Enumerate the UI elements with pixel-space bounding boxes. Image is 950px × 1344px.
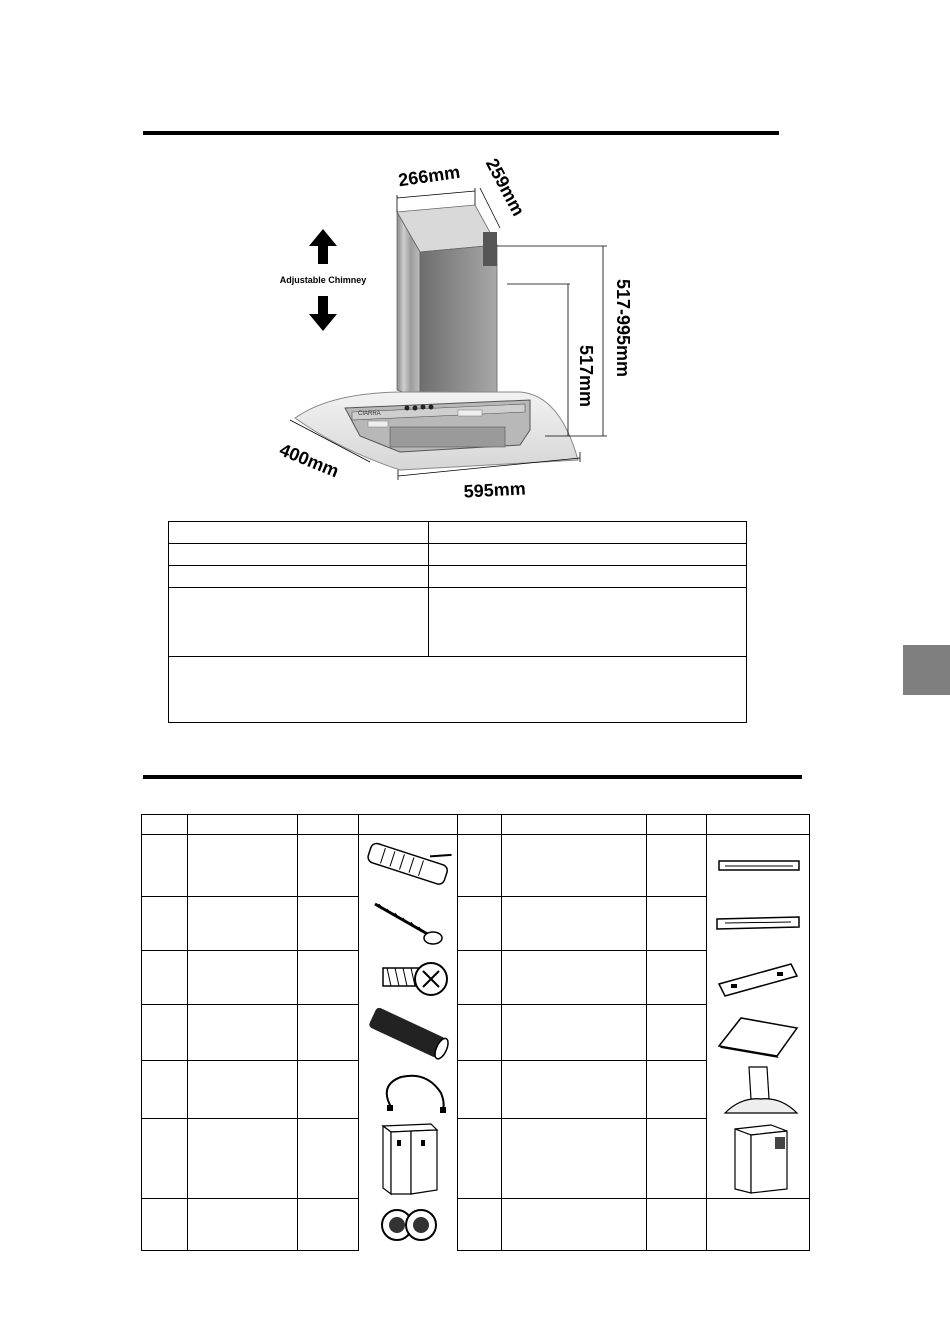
part-image	[359, 835, 458, 897]
bolt-icon	[361, 952, 456, 1004]
depth-base-label: 400mm	[276, 439, 342, 482]
header-cell	[707, 815, 810, 835]
header-cell	[458, 815, 502, 835]
parts-row	[142, 1061, 810, 1119]
parts-row	[142, 1199, 810, 1251]
parts-row	[142, 1119, 810, 1199]
carbon-filter-icon	[361, 1202, 456, 1248]
part-number	[142, 1005, 188, 1061]
part-qty	[647, 1199, 707, 1251]
chimney-cover-icon	[361, 1120, 456, 1198]
part-name	[188, 1199, 298, 1251]
parts-row	[142, 1005, 810, 1061]
header-cell	[647, 815, 707, 835]
part-name	[502, 897, 647, 951]
part-image	[707, 897, 810, 951]
part-image	[359, 897, 458, 951]
part-number	[142, 951, 188, 1005]
header-cell	[142, 815, 188, 835]
part-qty	[298, 951, 359, 1005]
part-qty	[298, 1199, 359, 1251]
screw-icon	[361, 898, 456, 950]
spec-table	[168, 521, 747, 723]
part-image	[707, 1199, 810, 1251]
part-image	[359, 1199, 458, 1251]
svg-text:CIARRA: CIARRA	[358, 411, 381, 417]
part-name	[188, 1005, 298, 1061]
width-top-label: 266mm	[397, 161, 462, 191]
flexible-duct-icon	[361, 1006, 456, 1060]
part-number	[142, 1119, 188, 1199]
part-number	[458, 1005, 502, 1061]
part-qty	[647, 1119, 707, 1199]
parts-header-row	[142, 815, 810, 835]
part-number	[458, 1119, 502, 1199]
part-qty	[647, 1061, 707, 1119]
part-name	[502, 835, 647, 897]
height-min-label: 517mm	[576, 344, 596, 408]
spec-cell	[169, 588, 429, 657]
part-qty	[647, 951, 707, 1005]
part-name	[188, 951, 298, 1005]
header-cell	[502, 815, 647, 835]
part-name	[502, 1199, 647, 1251]
part-number	[458, 1061, 502, 1119]
part-qty	[298, 1061, 359, 1119]
spec-row	[169, 522, 747, 544]
part-image	[359, 1005, 458, 1061]
spec-note-row	[169, 657, 747, 723]
spec-cell	[429, 544, 747, 566]
parts-row	[142, 835, 810, 897]
spec-cell	[169, 544, 429, 566]
bracket-plate-icon	[711, 954, 806, 1002]
part-number	[142, 835, 188, 897]
spec-row	[169, 544, 747, 566]
header-cell	[359, 815, 458, 835]
part-qty	[647, 1005, 707, 1061]
spec-row	[169, 588, 747, 657]
header-cell	[298, 815, 359, 835]
parts-row	[142, 897, 810, 951]
part-image	[707, 1061, 810, 1119]
chimney-label: Adjustable Chimney	[279, 275, 367, 285]
part-qty	[647, 835, 707, 897]
glass-canopy	[295, 392, 578, 470]
middle-rule	[143, 775, 802, 779]
part-name	[502, 1005, 647, 1061]
hood-dimension-diagram	[0, 0, 950, 520]
wall-plug-icon	[361, 836, 456, 896]
part-qty	[298, 835, 359, 897]
part-image	[359, 1119, 458, 1199]
part-image	[707, 1005, 810, 1061]
part-image	[359, 1061, 458, 1119]
part-number	[142, 1199, 188, 1251]
spec-cell	[169, 566, 429, 588]
spec-cell	[169, 522, 429, 544]
part-name	[502, 951, 647, 1005]
spec-row	[169, 566, 747, 588]
chimney	[397, 205, 497, 398]
part-image	[359, 951, 458, 1005]
width-base-label: 595mm	[463, 478, 527, 502]
part-number	[142, 897, 188, 951]
bracket-long-icon	[711, 909, 806, 939]
part-image	[707, 951, 810, 1005]
hood-outline-icon	[711, 1061, 806, 1119]
part-qty	[647, 897, 707, 951]
part-number	[458, 897, 502, 951]
part-image	[707, 1119, 810, 1199]
height-range-label: 517-995mm	[613, 278, 633, 378]
part-name	[188, 897, 298, 951]
header-cell	[188, 815, 298, 835]
spec-cell	[429, 566, 747, 588]
part-name	[188, 835, 298, 897]
bracket-icon	[711, 851, 806, 881]
depth-top-label: 259mm	[481, 155, 529, 220]
spec-cell	[429, 522, 747, 544]
spec-note	[169, 657, 747, 723]
part-number	[458, 951, 502, 1005]
part-number	[142, 1061, 188, 1119]
part-qty	[298, 1119, 359, 1199]
part-number	[458, 835, 502, 897]
section-tab	[903, 645, 950, 695]
part-name	[502, 1119, 647, 1199]
parts-row	[142, 951, 810, 1005]
part-name	[502, 1061, 647, 1119]
spec-cell	[429, 588, 747, 657]
clip-icon	[361, 1063, 456, 1117]
part-number	[458, 1199, 502, 1251]
part-qty	[298, 1005, 359, 1061]
part-name	[188, 1061, 298, 1119]
part-image	[707, 835, 810, 897]
chimney-box-icon	[711, 1119, 806, 1197]
parts-table	[141, 814, 810, 1251]
filter-panel-icon	[711, 1006, 806, 1060]
part-name	[188, 1119, 298, 1199]
part-qty	[298, 897, 359, 951]
